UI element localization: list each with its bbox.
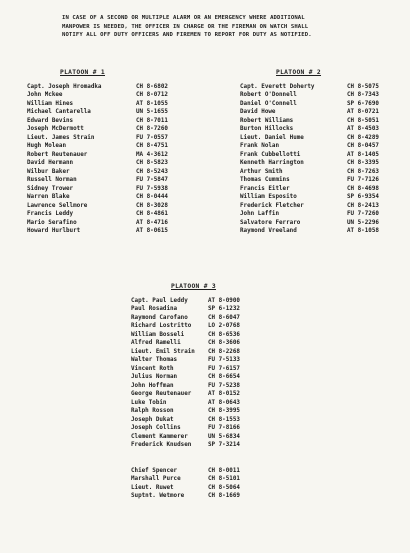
member-phone: FU 7-5847 — [136, 177, 168, 184]
member-name: Mario Serafino — [27, 219, 77, 226]
notice-line: NOTIFY ALL OFF DUTY OFFICERS AND FIREMEN TO REPORT FOR DUTY AS NOTIFIED. — [62, 32, 312, 39]
member-name: Hugh Molean — [27, 143, 67, 150]
member-name: Richard Lostritto — [131, 323, 192, 330]
roster-entry — [131, 408, 306, 416]
member-name: Lieut. James Strain — [27, 134, 95, 141]
member-phone: SP 6-1232 — [208, 306, 240, 313]
roster-entry — [240, 152, 400, 160]
member-phone: CH 8-3395 — [347, 160, 379, 167]
roster-entry — [131, 400, 306, 408]
roster-entry — [240, 109, 400, 117]
roster-entry — [131, 349, 306, 357]
member-name: Arthur Smith — [240, 168, 283, 175]
member-phone: MA 4-3612 — [136, 151, 168, 158]
member-phone: CH 8-5075 — [347, 84, 379, 90]
member-name: Salvatore Ferraro — [240, 219, 301, 226]
platoon-1-list — [27, 84, 202, 236]
roster-entry — [27, 177, 202, 185]
member-name: Lieut. Ruwet — [131, 484, 174, 491]
member-phone: AT 8-0900 — [208, 298, 240, 304]
roster-entry — [131, 391, 306, 399]
member-name: Marshall Purce — [131, 476, 181, 483]
member-name: Capt. Joseph Hromadka — [27, 84, 102, 90]
roster-entry — [27, 92, 202, 100]
member-phone: CH 8-4861 — [136, 211, 168, 218]
member-phone: SP 6-7690 — [347, 100, 379, 107]
platoon-3-heading — [171, 283, 216, 290]
roster-entry — [27, 84, 202, 92]
member-phone: CH 8-6047 — [208, 314, 240, 321]
roster-entry — [240, 228, 400, 236]
roster-entry — [131, 425, 306, 433]
member-phone: CH 8-5823 — [136, 160, 168, 167]
member-name: Capt. Paul Leddy — [131, 298, 188, 304]
member-phone: CH 8-2268 — [208, 348, 240, 355]
roster-entry — [131, 383, 306, 391]
member-phone: FU 7-8166 — [208, 425, 240, 432]
roster-entry — [27, 203, 202, 211]
member-phone: CH 8-3028 — [136, 202, 168, 209]
member-phone: CH 8-0011 — [208, 468, 240, 474]
member-phone: FU 7-7126 — [347, 177, 379, 184]
member-phone: SP 6-9354 — [347, 194, 379, 201]
roster-entry — [240, 84, 400, 92]
member-phone: CH 8-7260 — [136, 126, 168, 133]
member-name: Frank Cubbellotti — [240, 151, 301, 158]
member-name: Clement Kammerer — [131, 433, 188, 440]
roster-entry — [27, 135, 202, 143]
member-phone: AT 8-0152 — [208, 391, 240, 398]
member-phone: SP 7-3214 — [208, 441, 240, 448]
member-phone: AT 8-0615 — [136, 227, 168, 234]
member-phone: CH 8-5101 — [208, 476, 240, 483]
member-phone: AT 8-4503 — [347, 126, 379, 133]
member-name: Ralph Rosson — [131, 408, 174, 415]
roster-entry — [131, 493, 306, 501]
member-phone: CH 8-4289 — [347, 134, 379, 141]
member-phone: CH 8-7343 — [347, 92, 379, 99]
member-name: Raymond Vreeland — [240, 227, 297, 234]
roster-entry — [240, 101, 400, 109]
roster-entry — [240, 203, 400, 211]
member-name: Joseph Dukat — [131, 416, 174, 423]
member-name: Lieut. Emil Strain — [131, 348, 195, 355]
member-name: Luke Tobin — [131, 399, 167, 406]
notice-line: IN CASE OF A SECOND OR MULTIPLE ALARM OR AN EMERGENCY WHERE ADDITIONAL — [62, 15, 305, 21]
roster-entry — [131, 485, 306, 493]
member-phone: CH 8-0712 — [136, 92, 168, 99]
member-name: Joseph Collins — [131, 425, 181, 432]
member-name: Sidney Trower — [27, 185, 74, 192]
member-phone: CH 8-1553 — [208, 416, 240, 423]
member-name: Capt. Everett Doherty — [240, 84, 315, 90]
member-phone: AT 8-1055 — [136, 100, 168, 107]
roster-entry — [27, 211, 202, 219]
member-name: John Mckee — [27, 92, 63, 99]
roster-entry — [240, 186, 400, 194]
roster-entry — [240, 211, 400, 219]
roster-entry — [131, 442, 306, 450]
platoon-1-title: PLATOON # 1 — [60, 69, 106, 76]
roster-entry — [27, 160, 202, 168]
member-name: Frederick Knudsen — [131, 441, 192, 448]
member-name: William Esposito — [240, 194, 297, 201]
member-name: Frederick Fletcher — [240, 202, 304, 209]
roster-entry — [131, 340, 306, 348]
emergency-notice — [62, 14, 387, 40]
member-phone: CH 8-3606 — [208, 340, 240, 347]
member-phone: CH 8-1669 — [208, 493, 240, 500]
roster-entry — [240, 126, 400, 134]
roster-entry — [27, 152, 202, 160]
member-name: Frank Nolan — [240, 143, 280, 150]
platoon-2-list — [240, 84, 400, 236]
roster-entry — [240, 177, 400, 185]
member-name: Lieut. Daniel Hume — [240, 134, 304, 141]
roster-entry — [27, 143, 202, 151]
roster-entry — [27, 220, 202, 228]
roster-entry — [131, 417, 306, 425]
member-phone: LO 2-0768 — [208, 323, 240, 330]
member-name: Wilbur Baker — [27, 168, 70, 175]
member-phone: FU 7-0557 — [136, 134, 168, 141]
member-phone: CH 8-4698 — [347, 185, 379, 192]
member-phone: CH 8-0444 — [136, 194, 168, 201]
member-name: Kenneth Harrington — [240, 160, 304, 167]
member-phone: CH 8-3995 — [208, 408, 240, 415]
member-phone: FU 7-7260 — [347, 211, 379, 218]
member-phone: UN 5-6834 — [208, 433, 240, 440]
platoon-3-title: PLATOON # 3 — [171, 283, 217, 290]
member-phone: UN 5-1655 — [136, 109, 168, 116]
platoon-1-heading — [60, 69, 105, 76]
member-phone: FU 7-5938 — [136, 185, 168, 192]
roster-entry — [27, 228, 202, 236]
member-phone: AT 8-1405 — [347, 151, 379, 158]
member-phone: FU 7-6157 — [208, 365, 240, 372]
member-name: Vincent Roth — [131, 365, 174, 372]
roster-entry — [27, 169, 202, 177]
member-phone: AT 8-0721 — [347, 109, 379, 116]
member-name: Daniel O'Connell — [240, 100, 297, 107]
platoon-2-title: PLATOON # 2 — [276, 69, 322, 76]
member-phone: CH 8-7011 — [136, 117, 168, 124]
member-name: John Laffin — [240, 211, 280, 218]
member-name: Robert Williams — [240, 117, 294, 124]
member-phone: FU 7-5238 — [208, 382, 240, 389]
member-name: Julius Norman — [131, 374, 178, 381]
member-name: William Hines — [27, 100, 74, 107]
member-phone: CH 8-5064 — [208, 484, 240, 491]
member-name: David Howe — [240, 109, 276, 116]
roster-entry — [131, 476, 306, 484]
member-name: Francis Leddy — [27, 211, 74, 218]
notice-line: MANPOWER IS NEEDED, THE OFFICER IN CHARGE OR THE FIREMAN ON WATCH SHALL — [62, 23, 309, 30]
roster-entry — [240, 135, 400, 143]
platoon-3-list — [131, 298, 306, 450]
roster-entry — [240, 169, 400, 177]
member-name: Edward Bevins — [27, 117, 74, 124]
roster-entry — [131, 434, 306, 442]
roster-entry — [240, 143, 400, 151]
member-phone: CH 8-6802 — [136, 84, 168, 90]
roster-entry — [240, 194, 400, 202]
member-name: Alfred Ramelli — [131, 340, 181, 347]
member-name: John Hoffman — [131, 382, 174, 389]
member-name: William Bosseli — [131, 331, 185, 338]
member-phone: FU 7-5133 — [208, 357, 240, 364]
member-phone: CH 8-6536 — [208, 331, 240, 338]
member-name: Russell Norman — [27, 177, 77, 184]
roster-entry — [240, 220, 400, 228]
member-name: Suptnt. Wetmore — [131, 493, 185, 500]
member-name: Chief Spencer — [131, 468, 178, 474]
member-phone: CH 8-0457 — [347, 143, 379, 150]
member-name: Robert Reutenauer — [27, 151, 88, 158]
member-name: Francis Eitler — [240, 185, 290, 192]
roster-entry — [27, 194, 202, 202]
member-phone: CH 8-5243 — [136, 168, 168, 175]
roster-entry — [27, 126, 202, 134]
member-name: Raymond Carofano — [131, 314, 188, 321]
roster-entry — [240, 118, 400, 126]
platoon-2-heading — [276, 69, 321, 76]
member-name: Walter Thomas — [131, 357, 178, 364]
member-name: Warren Blake — [27, 194, 70, 201]
roster-entry — [131, 306, 306, 314]
member-name: Howard Hurlburt — [27, 227, 81, 234]
member-phone: UN 5-2296 — [347, 219, 379, 226]
member-name: Joseph McDermott — [27, 126, 84, 133]
roster-entry — [240, 160, 400, 168]
roster-entry — [27, 101, 202, 109]
member-phone: CH 8-5051 — [347, 117, 379, 124]
roster-entry — [131, 323, 306, 331]
roster-entry — [27, 186, 202, 194]
roster-entry — [131, 468, 306, 476]
member-phone: CH 8-6654 — [208, 374, 240, 381]
member-phone: CH 8-7263 — [347, 168, 379, 175]
roster-entry — [240, 92, 400, 100]
member-name: Lawrence Sellmore — [27, 202, 88, 209]
member-name: Thomas Cummins — [240, 177, 290, 184]
roster-entry — [27, 109, 202, 117]
member-name: Robert O'Donnell — [240, 92, 297, 99]
roster-entry — [131, 357, 306, 365]
member-name: Burton Hillocks — [240, 126, 294, 133]
member-phone: CH 8-4751 — [136, 143, 168, 150]
member-name: Michael Cantarella — [27, 109, 91, 116]
member-phone: AT 8-4716 — [136, 219, 168, 226]
member-name: George Reutenauer — [131, 391, 192, 398]
member-phone: AT 8-1058 — [347, 227, 379, 234]
roster-entry — [131, 366, 306, 374]
member-phone: CH 8-2413 — [347, 202, 379, 209]
member-phone: AT 8-0643 — [208, 399, 240, 406]
roster-entry — [131, 298, 306, 306]
member-name: David Hermann — [27, 160, 74, 167]
roster-entry — [131, 374, 306, 382]
chiefs-list — [131, 468, 306, 502]
roster-entry — [131, 315, 306, 323]
roster-entry — [131, 332, 306, 340]
member-name: Paul Rosadina — [131, 306, 178, 313]
roster-entry — [27, 118, 202, 126]
